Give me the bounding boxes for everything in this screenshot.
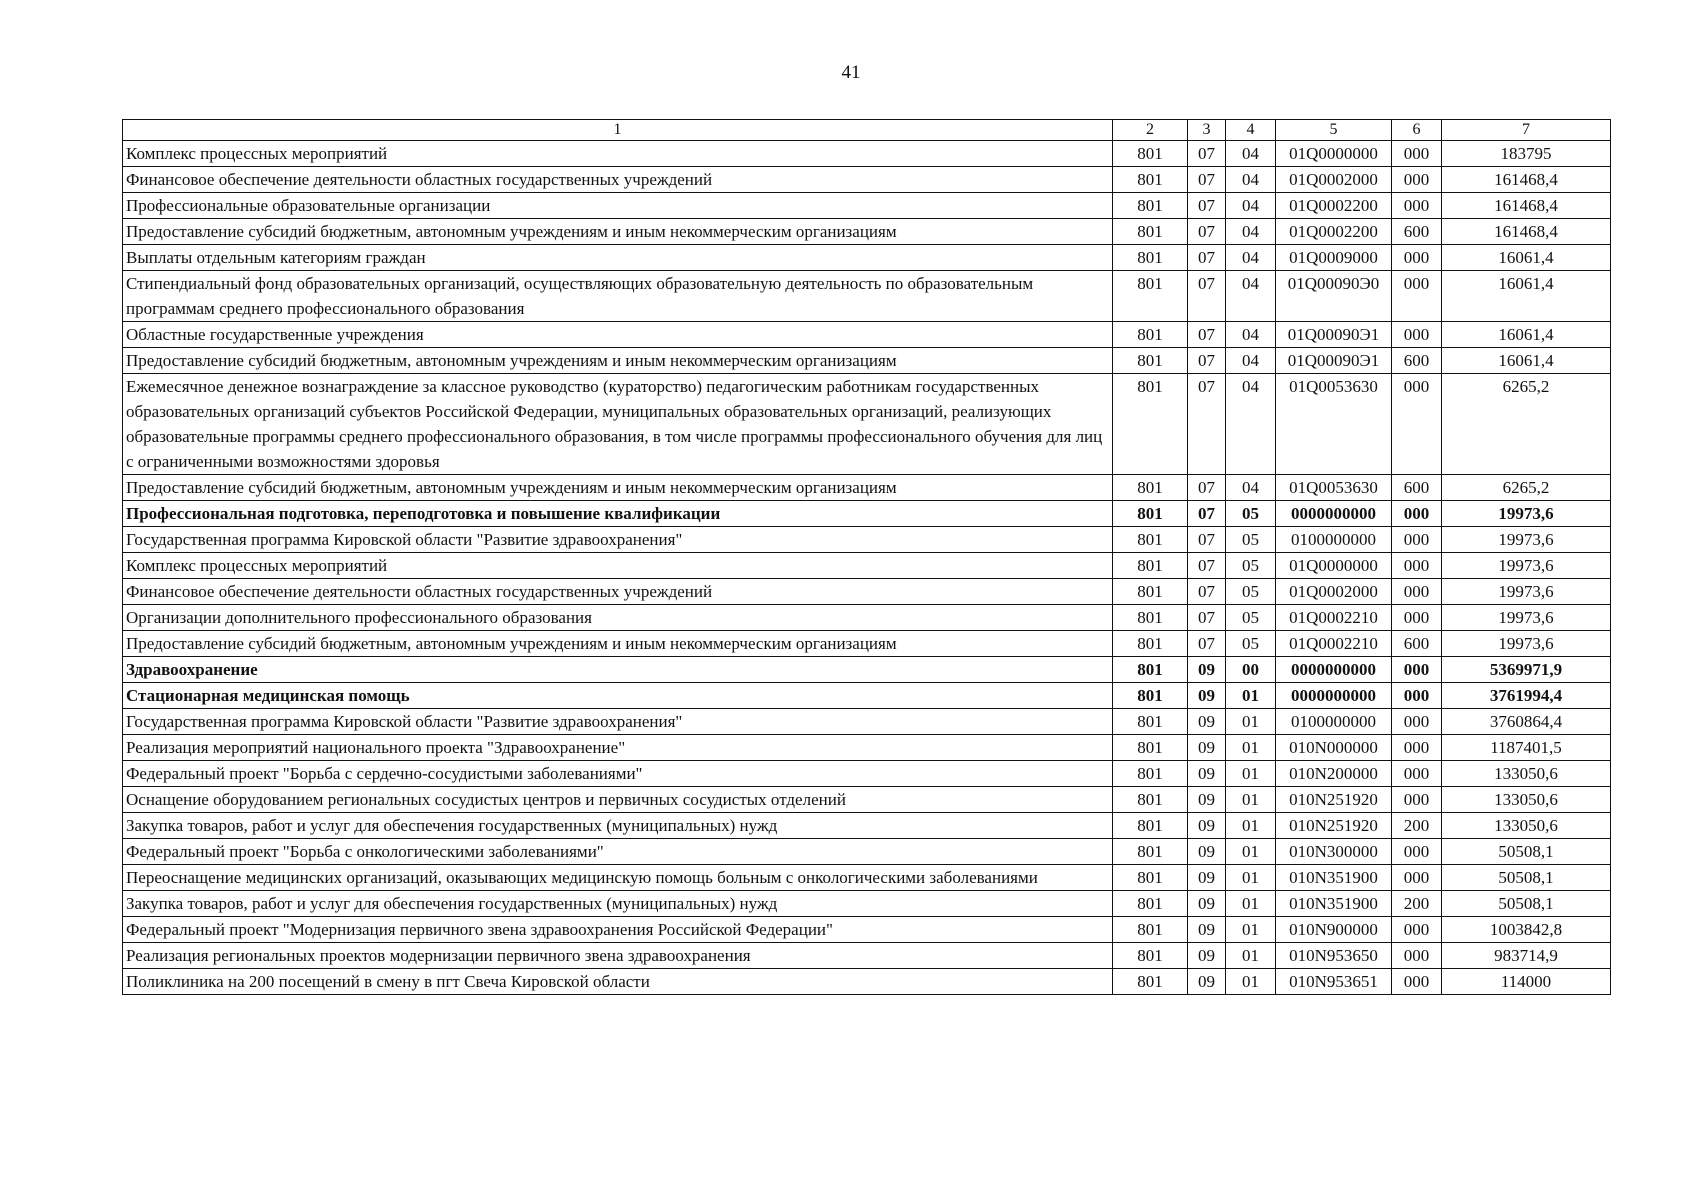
subsection-cell: 01 [1226, 839, 1276, 865]
subsection-cell: 04 [1226, 193, 1276, 219]
expense-type-cell: 000 [1392, 709, 1442, 735]
admin-code-cell: 801 [1113, 348, 1188, 374]
subsection-cell: 05 [1226, 579, 1276, 605]
amount-cell: 6265,2 [1442, 475, 1611, 501]
subsection-cell: 01 [1226, 709, 1276, 735]
target-article-cell: 010N953651 [1276, 969, 1392, 995]
row-name-cell: Предоставление субсидий бюджетным, автономным учреждениям и иным некоммерческим организациям [123, 631, 1113, 657]
admin-code-cell: 801 [1113, 683, 1188, 709]
amount-cell: 19973,6 [1442, 553, 1611, 579]
section-cell: 07 [1188, 245, 1226, 271]
expense-type-cell: 000 [1392, 969, 1442, 995]
subsection-cell: 01 [1226, 683, 1276, 709]
amount-cell: 1187401,5 [1442, 735, 1611, 761]
table-row [123, 167, 1611, 193]
section-cell: 09 [1188, 709, 1226, 735]
admin-code-cell: 801 [1113, 579, 1188, 605]
expense-type-cell: 000 [1392, 839, 1442, 865]
amount-cell: 161468,4 [1442, 219, 1611, 245]
admin-code-cell: 801 [1113, 969, 1188, 995]
table-row [123, 605, 1611, 631]
row-name-cell: Переоснащение медицинских организаций, оказывающих медицинскую помощь больным с онкологическими заболеваниями [123, 865, 1113, 891]
table-row [123, 348, 1611, 374]
header-cell: 4 [1226, 120, 1276, 141]
admin-code-cell: 801 [1113, 631, 1188, 657]
amount-cell: 16061,4 [1442, 322, 1611, 348]
subsection-cell: 00 [1226, 657, 1276, 683]
table-row [123, 501, 1611, 527]
row-name-cell: Областные государственные учреждения [123, 322, 1113, 348]
target-article-cell: 01Q00090Э0 [1276, 271, 1392, 322]
target-article-cell: 010N351900 [1276, 865, 1392, 891]
expense-type-cell: 000 [1392, 865, 1442, 891]
expense-type-cell: 000 [1392, 141, 1442, 167]
admin-code-cell: 801 [1113, 219, 1188, 245]
section-cell: 09 [1188, 865, 1226, 891]
subsection-cell: 01 [1226, 787, 1276, 813]
section-cell: 09 [1188, 943, 1226, 969]
table-body [123, 141, 1611, 995]
expense-type-cell: 000 [1392, 787, 1442, 813]
amount-cell: 19973,6 [1442, 631, 1611, 657]
admin-code-cell: 801 [1113, 553, 1188, 579]
target-article-cell: 01Q0002000 [1276, 167, 1392, 193]
row-name-cell: Предоставление субсидий бюджетным, автономным учреждениям и иным некоммерческим организациям [123, 348, 1113, 374]
section-cell: 09 [1188, 891, 1226, 917]
admin-code-cell: 801 [1113, 813, 1188, 839]
target-article-cell: 0100000000 [1276, 709, 1392, 735]
amount-cell: 183795 [1442, 141, 1611, 167]
table-row [123, 374, 1611, 475]
admin-code-cell: 801 [1113, 322, 1188, 348]
admin-code-cell: 801 [1113, 839, 1188, 865]
amount-cell: 19973,6 [1442, 579, 1611, 605]
subsection-cell: 05 [1226, 631, 1276, 657]
amount-cell: 114000 [1442, 969, 1611, 995]
expense-type-cell: 000 [1392, 943, 1442, 969]
expense-type-cell: 000 [1392, 167, 1442, 193]
table-row [123, 709, 1611, 735]
amount-cell: 133050,6 [1442, 787, 1611, 813]
amount-cell: 19973,6 [1442, 501, 1611, 527]
row-name-cell: Реализация мероприятий национального проекта "Здравоохранение" [123, 735, 1113, 761]
expense-type-cell: 200 [1392, 891, 1442, 917]
section-cell: 09 [1188, 683, 1226, 709]
row-name-cell: Комплекс процессных мероприятий [123, 553, 1113, 579]
amount-cell: 983714,9 [1442, 943, 1611, 969]
section-cell: 09 [1188, 969, 1226, 995]
target-article-cell: 01Q0000000 [1276, 141, 1392, 167]
row-name-cell: Организации дополнительного профессионального образования [123, 605, 1113, 631]
admin-code-cell: 801 [1113, 787, 1188, 813]
subsection-cell: 04 [1226, 374, 1276, 475]
table-row [123, 631, 1611, 657]
target-article-cell: 0000000000 [1276, 683, 1392, 709]
section-cell: 07 [1188, 527, 1226, 553]
expense-type-cell: 000 [1392, 683, 1442, 709]
subsection-cell: 05 [1226, 527, 1276, 553]
subsection-cell: 04 [1226, 167, 1276, 193]
admin-code-cell: 801 [1113, 605, 1188, 631]
target-article-cell: 010N200000 [1276, 761, 1392, 787]
expense-type-cell: 000 [1392, 501, 1442, 527]
subsection-cell: 01 [1226, 891, 1276, 917]
expense-type-cell: 000 [1392, 917, 1442, 943]
target-article-cell: 01Q0053630 [1276, 475, 1392, 501]
amount-cell: 16061,4 [1442, 271, 1611, 322]
section-cell: 07 [1188, 322, 1226, 348]
subsection-cell: 04 [1226, 219, 1276, 245]
row-name-cell: Стипендиальный фонд образовательных организаций, осуществляющих образовательную деятельность по образовательным программам среднего профессионального образования [123, 271, 1113, 322]
admin-code-cell: 801 [1113, 527, 1188, 553]
row-name-cell: Федеральный проект "Модернизация первичного звена здравоохранения Российской Федерации" [123, 917, 1113, 943]
admin-code-cell: 801 [1113, 709, 1188, 735]
table-row [123, 475, 1611, 501]
admin-code-cell: 801 [1113, 865, 1188, 891]
table-row [123, 969, 1611, 995]
table-row [123, 245, 1611, 271]
target-article-cell: 010N300000 [1276, 839, 1392, 865]
row-name-cell: Оснащение оборудованием региональных сосудистых центров и первичных сосудистых отделений [123, 787, 1113, 813]
page-number: 41 [841, 62, 861, 83]
subsection-cell: 04 [1226, 245, 1276, 271]
table-row [123, 839, 1611, 865]
target-article-cell: 010N953650 [1276, 943, 1392, 969]
header-cell: 7 [1442, 120, 1611, 141]
row-name-cell: Здравоохранение [123, 657, 1113, 683]
row-name-cell: Предоставление субсидий бюджетным, автономным учреждениям и иным некоммерческим организациям [123, 475, 1113, 501]
amount-cell: 133050,6 [1442, 761, 1611, 787]
table-row [123, 813, 1611, 839]
section-cell: 07 [1188, 553, 1226, 579]
subsection-cell: 04 [1226, 141, 1276, 167]
subsection-cell: 05 [1226, 553, 1276, 579]
section-cell: 07 [1188, 501, 1226, 527]
section-cell: 09 [1188, 813, 1226, 839]
target-article-cell: 010N251920 [1276, 787, 1392, 813]
target-article-cell: 01Q0000000 [1276, 553, 1392, 579]
subsection-cell: 05 [1226, 501, 1276, 527]
amount-cell: 50508,1 [1442, 891, 1611, 917]
section-cell: 09 [1188, 839, 1226, 865]
target-article-cell: 010N000000 [1276, 735, 1392, 761]
table-row [123, 553, 1611, 579]
amount-cell: 5369971,9 [1442, 657, 1611, 683]
table-row [123, 322, 1611, 348]
header-cell: 3 [1188, 120, 1226, 141]
row-name-cell: Поликлиника на 200 посещений в смену в пгт Свеча Кировской области [123, 969, 1113, 995]
expense-type-cell: 600 [1392, 475, 1442, 501]
section-cell: 07 [1188, 193, 1226, 219]
header-cell: 2 [1113, 120, 1188, 141]
section-cell: 07 [1188, 374, 1226, 475]
amount-cell: 16061,4 [1442, 348, 1611, 374]
target-article-cell: 01Q0002210 [1276, 605, 1392, 631]
expense-type-cell: 200 [1392, 813, 1442, 839]
section-cell: 07 [1188, 141, 1226, 167]
subsection-cell: 01 [1226, 943, 1276, 969]
target-article-cell: 01Q00090Э1 [1276, 322, 1392, 348]
subsection-cell: 01 [1226, 813, 1276, 839]
admin-code-cell: 801 [1113, 917, 1188, 943]
table-row [123, 943, 1611, 969]
admin-code-cell: 801 [1113, 245, 1188, 271]
amount-cell: 1003842,8 [1442, 917, 1611, 943]
row-name-cell: Комплекс процессных мероприятий [123, 141, 1113, 167]
table-row [123, 683, 1611, 709]
subsection-cell: 05 [1226, 605, 1276, 631]
expense-type-cell: 600 [1392, 219, 1442, 245]
amount-cell: 16061,4 [1442, 245, 1611, 271]
row-name-cell: Ежемесячное денежное вознаграждение за классное руководство (кураторство) педагогическим работникам государственных образовательных организаций субъектов Российской Федерации, муниципальных образовательных организаций, реализующих образовательные программы среднего профессионального образования, в том числе программы профессионального обучения для лиц с ограниченными возможностями здоровья [123, 374, 1113, 475]
amount-cell: 6265,2 [1442, 374, 1611, 475]
row-name-cell: Государственная программа Кировской области "Развитие здравоохранения" [123, 709, 1113, 735]
admin-code-cell: 801 [1113, 735, 1188, 761]
expense-type-cell: 600 [1392, 631, 1442, 657]
row-name-cell: Федеральный проект "Борьба с сердечно-сосудистыми заболеваниями" [123, 761, 1113, 787]
target-article-cell: 0100000000 [1276, 527, 1392, 553]
section-cell: 07 [1188, 219, 1226, 245]
subsection-cell: 04 [1226, 271, 1276, 322]
row-name-cell: Государственная программа Кировской области "Развитие здравоохранения" [123, 527, 1113, 553]
header-cell: 6 [1392, 120, 1442, 141]
row-name-cell: Финансовое обеспечение деятельности областных государственных учреждений [123, 579, 1113, 605]
amount-cell: 161468,4 [1442, 167, 1611, 193]
table-row [123, 657, 1611, 683]
expense-type-cell: 000 [1392, 605, 1442, 631]
admin-code-cell: 801 [1113, 761, 1188, 787]
row-name-cell: Предоставление субсидий бюджетным, автономным учреждениям и иным некоммерческим организациям [123, 219, 1113, 245]
table-row [123, 761, 1611, 787]
section-cell: 09 [1188, 657, 1226, 683]
table-row [123, 917, 1611, 943]
target-article-cell: 01Q0053630 [1276, 374, 1392, 475]
admin-code-cell: 801 [1113, 943, 1188, 969]
subsection-cell: 04 [1226, 322, 1276, 348]
amount-cell: 50508,1 [1442, 865, 1611, 891]
row-name-cell: Закупка товаров, работ и услуг для обеспечения государственных (муниципальных) нужд [123, 813, 1113, 839]
amount-cell: 50508,1 [1442, 839, 1611, 865]
section-cell: 07 [1188, 605, 1226, 631]
section-cell: 07 [1188, 475, 1226, 501]
admin-code-cell: 801 [1113, 891, 1188, 917]
expense-type-cell: 000 [1392, 245, 1442, 271]
header-cell: 5 [1276, 120, 1392, 141]
amount-cell: 19973,6 [1442, 605, 1611, 631]
admin-code-cell: 801 [1113, 475, 1188, 501]
table-row [123, 527, 1611, 553]
expense-type-cell: 000 [1392, 374, 1442, 475]
target-article-cell: 01Q0002000 [1276, 579, 1392, 605]
expense-type-cell: 000 [1392, 271, 1442, 322]
budget-table [122, 119, 1611, 995]
target-article-cell: 010N900000 [1276, 917, 1392, 943]
admin-code-cell: 801 [1113, 501, 1188, 527]
table-row [123, 141, 1611, 167]
expense-type-cell: 000 [1392, 761, 1442, 787]
row-name-cell: Профессиональная подготовка, переподготовка и повышение квалификации [123, 501, 1113, 527]
expense-type-cell: 000 [1392, 657, 1442, 683]
table-row [123, 865, 1611, 891]
target-article-cell: 0000000000 [1276, 501, 1392, 527]
row-name-cell: Федеральный проект "Борьба с онкологическими заболеваниями" [123, 839, 1113, 865]
section-cell: 07 [1188, 348, 1226, 374]
section-cell: 09 [1188, 735, 1226, 761]
table-row [123, 219, 1611, 245]
expense-type-cell: 000 [1392, 527, 1442, 553]
row-name-cell: Профессиональные образовательные организации [123, 193, 1113, 219]
section-cell: 09 [1188, 917, 1226, 943]
row-name-cell: Выплаты отдельным категориям граждан [123, 245, 1113, 271]
section-cell: 07 [1188, 271, 1226, 322]
section-cell: 09 [1188, 787, 1226, 813]
expense-type-cell: 600 [1392, 348, 1442, 374]
section-cell: 07 [1188, 631, 1226, 657]
subsection-cell: 01 [1226, 969, 1276, 995]
table-row [123, 271, 1611, 322]
target-article-cell: 01Q0009000 [1276, 245, 1392, 271]
admin-code-cell: 801 [1113, 193, 1188, 219]
target-article-cell: 0000000000 [1276, 657, 1392, 683]
table-header-row [123, 120, 1611, 141]
subsection-cell: 01 [1226, 761, 1276, 787]
amount-cell: 19973,6 [1442, 527, 1611, 553]
target-article-cell: 01Q0002210 [1276, 631, 1392, 657]
table-row [123, 735, 1611, 761]
section-cell: 07 [1188, 167, 1226, 193]
section-cell: 09 [1188, 761, 1226, 787]
subsection-cell: 04 [1226, 348, 1276, 374]
admin-code-cell: 801 [1113, 167, 1188, 193]
admin-code-cell: 801 [1113, 374, 1188, 475]
target-article-cell: 01Q00090Э1 [1276, 348, 1392, 374]
amount-cell: 3761994,4 [1442, 683, 1611, 709]
row-name-cell: Реализация региональных проектов модернизации первичного звена здравоохранения [123, 943, 1113, 969]
amount-cell: 133050,6 [1442, 813, 1611, 839]
admin-code-cell: 801 [1113, 657, 1188, 683]
target-article-cell: 010N251920 [1276, 813, 1392, 839]
subsection-cell: 01 [1226, 865, 1276, 891]
target-article-cell: 010N351900 [1276, 891, 1392, 917]
expense-type-cell: 000 [1392, 322, 1442, 348]
table-row [123, 193, 1611, 219]
table-row [123, 579, 1611, 605]
row-name-cell: Закупка товаров, работ и услуг для обеспечения государственных (муниципальных) нужд [123, 891, 1113, 917]
section-cell: 07 [1188, 579, 1226, 605]
expense-type-cell: 000 [1392, 553, 1442, 579]
expense-type-cell: 000 [1392, 579, 1442, 605]
admin-code-cell: 801 [1113, 271, 1188, 322]
table-row [123, 787, 1611, 813]
table-row [123, 891, 1611, 917]
subsection-cell: 01 [1226, 735, 1276, 761]
header-cell: 1 [123, 120, 1113, 141]
subsection-cell: 01 [1226, 917, 1276, 943]
row-name-cell: Финансовое обеспечение деятельности областных государственных учреждений [123, 167, 1113, 193]
subsection-cell: 04 [1226, 475, 1276, 501]
admin-code-cell: 801 [1113, 141, 1188, 167]
target-article-cell: 01Q0002200 [1276, 193, 1392, 219]
target-article-cell: 01Q0002200 [1276, 219, 1392, 245]
expense-type-cell: 000 [1392, 193, 1442, 219]
amount-cell: 3760864,4 [1442, 709, 1611, 735]
row-name-cell: Стационарная медицинская помощь [123, 683, 1113, 709]
amount-cell: 161468,4 [1442, 193, 1611, 219]
expense-type-cell: 000 [1392, 735, 1442, 761]
